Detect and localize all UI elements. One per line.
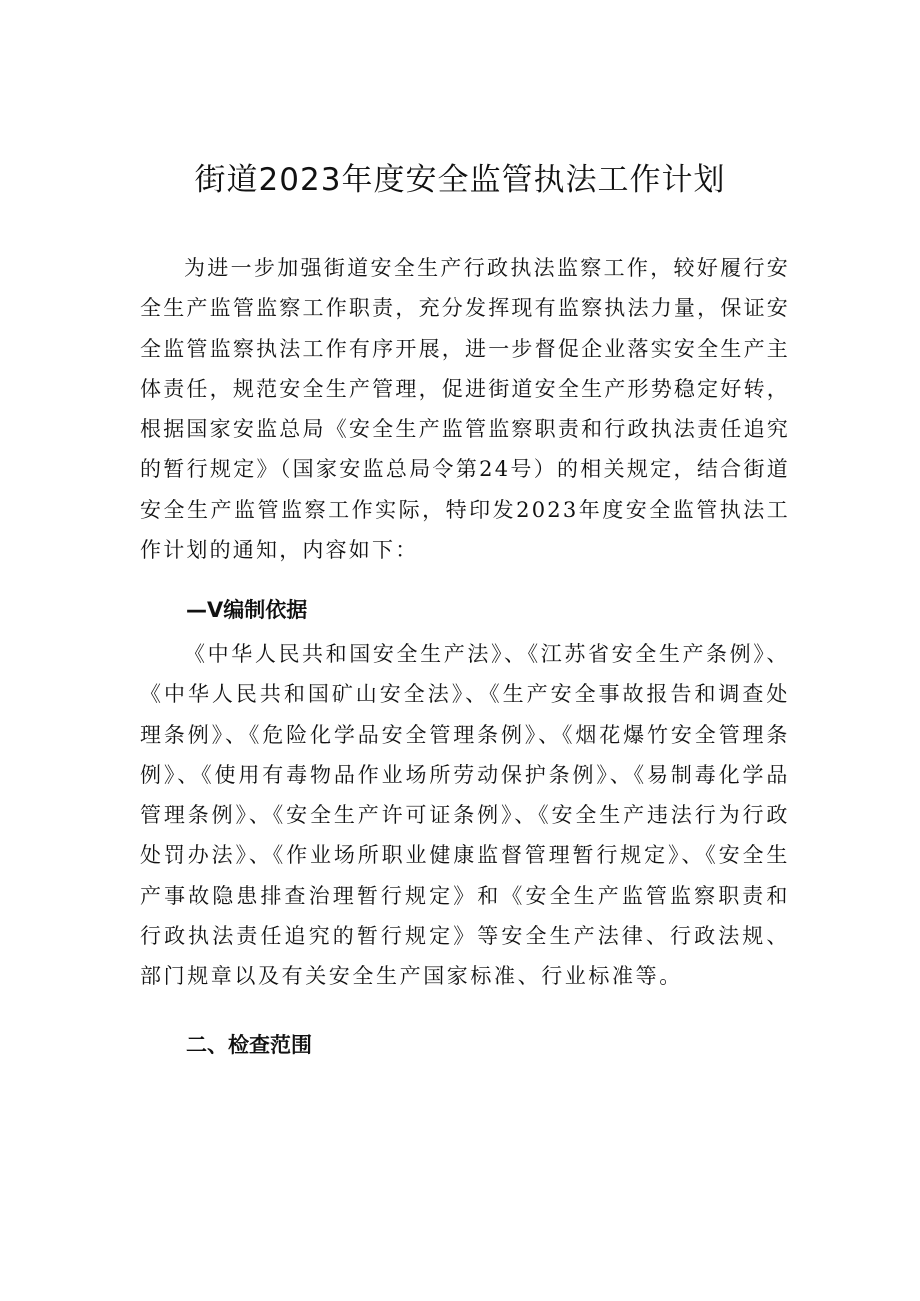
basis-paragraph: 《中华人民共和国安全生产法》、《江苏省安全生产条例》、《中华人民共和国矿山安全法》、《生产安全事故报告和调查处理条例》、《危险化学品安全管理条例》、《烟花爆竹安全管理条例》、《使用有毒物品作业场所劳动保护条例》、《易制毒化学品管理条例》、《安全生产许可证条例》、《安全生产违法行为行政处罚办法》、《作业场所职业健康监督管理暂行规定》、《安全生产事故隐患排查治理暂行规定》和《安全生产监管监察职责和行政执法责任追究的暂行规定》等安全生产法律、行政法规、部门规章以及有关安全生产国家标准、行业标准等。 [140,642,790,989]
section-heading-scope: 二、检查范围 [186,1033,312,1057]
document-title: 街道2023年度安全监管执法工作计划 [194,162,726,198]
section-heading-basis: —V编制依据 [186,598,308,622]
intro-paragraph: 为进一步加强街道安全生产行政执法监察工作，较好履行安全生产监管监察工作职责，充分发挥现有监察执法力量，保证安全监管监察执法工作有序开展，进一步督促企业落实安全生产主体责任，规范安全生产管理，促进街道安全生产形势稳定好转，根据国家安监总局《安全生产监管监察职责和行政执法责任追究的暂行规定》（国家安监总局令第24号）的相关规定，结合街道安全生产监管监察工作实际，特印发2023年度安全监管执法工作计划的通知，内容如下： [140,256,790,563]
